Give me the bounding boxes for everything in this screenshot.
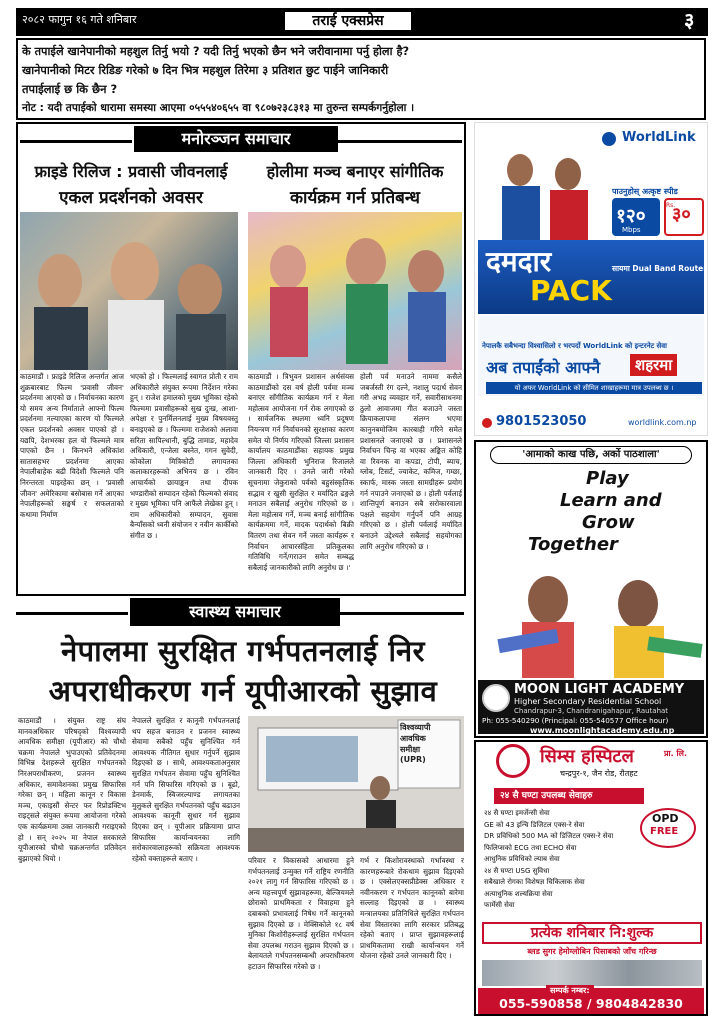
hospital-photo-strip [482,960,702,986]
saturday-free-banner: प्रत्येक शनिबार नि:शुल्क [482,922,702,944]
health-column-1: काठमाडौं । संयुक्त राष्ट्र संघ मानवअधिकार परिषद्को विश्वव्यापी आवधिक समीक्षा (यूपीआर) को चौथो चक्रमा नेपालले भुपाउएको प्रतिवेदनमा विभिन्न देशहरूले सुरक्षित गर्भपतनको निरअपराधीकरण, प्रजनन स्वास्थ्य अधिकार, समावेशनका प्रमुख सिफारिस गरेका छन् । महिला कानून र विकास मञ्च, एकाइसौं सेन्टर फर रिप्रोडक्टिभ राइट्सले संयुक्त रूपमा आयोजना गरेको एक कार्यक्रममा उक्त जानकारी गराइएको हो । सन् २०२५ मा नेपाल सरकारले यूपीआरको चौथो चक्रअन्तर्गत प्रतिवेदन बुझाएको थियो । [18,716,126,863]
service-item: फिलिप्सको ECG तथा ECHO सेवा [484,843,577,852]
pack-title: PACK [530,274,612,307]
school-phone: Ph: 055-540290 (Principal: 055-540577 Office hour) [482,716,669,725]
service-item: DR प्रविधिको 500 MA को डिजिटल एक्स-रे सेवा [484,832,614,840]
notice-line-2: खानेपानीको मिटर रिडिङ गरेको ७ दिन भित्र महशुल तिरेमा ३ प्रतिशत छुट पाईने जानिकारी [22,64,389,77]
worldlink-brand: WorldLink [622,130,696,145]
section-rule [16,612,128,615]
article-1-title-line-2: एकल प्रदर्शनको अवसर [59,188,203,208]
section-rule [338,140,462,143]
hospital-contact-label: सम्पर्क नम्बर: [546,985,594,996]
service-item: अत्याधुनिक शल्यक्रिया सेवा [484,889,553,898]
cricket-players-image [490,148,600,244]
article-1-column-2: भएको हो । फिल्मलाई स्वागत प्रोती र राम अधिकारीले संयुक्त रूपमा निर्देशन गरेका हुन् । राजेश हमालको मुख्य भूमिका रहेको फिल्ममा प्रवासीहरूको सुख दुःख, आशा-अपेक्षा र पुनर्मिलनलाई मुख्य विषयवस्तु बनाइएको छ । फिल्ममा राजेशको अलावा सरिता सापिल्धानी, बुद्धि तामाङ, महादेव अधिकारी, एन्जेला बस्नेत, गगन सुवेदी, कोकोला मित्रिकोटी लगायतका कलाकारहरूको अभिनय छ । रविन आचार्यको छायाङ्कन तथा दीपक भण्डारीको सम्पादन रहेको फिल्मको संवाद र मुख्य भूमिका पनि आफैंले लेखेका हुन् । राम अधिकारीको सम्पादन, सुवास बैन्याँसको ध्वनी संयोजन र नवीन कार्कीको संगीत छ । [130,372,238,540]
service-item: GE को 43 इन्चि डिजिटल एक्स-रे सेवा [484,820,585,829]
upr-caption-1: विश्वव्यापी [400,723,431,732]
notice-line-4: नोट : यदी तपाईको धारामा समस्या आएमा ०५५५४०६५५ वा ९८०७२३८३१३ मा तुरुन्त सम्पर्कगर्नुहोला । [22,102,415,114]
service-item: आधुनिक प्रविधिको ल्याब सेवा [484,855,560,863]
health-headline-line-2: अपराधीकरण गर्न यूपीआरको सुझाव [48,674,438,708]
service-item: सबैखाले रोगका विशेषज्ञ चिकित्सक सेवा [484,878,585,886]
grow-text: Grow [582,512,635,533]
article-2-title-line-2: कार्यक्रम गर्न प्रतिबन्ध [289,188,421,208]
hospital-service-list [484,808,634,912]
article-2-column-2: होली पर्व मनाउने नाममा कसैले जबर्जस्ती रंग दल्ने, नशालु पदार्थ सेवन गरी अभद्र व्यवहार गर्ने, सवारीसाधनमा ठुलो आवाजमा गीत बजाउने जस्ता क्रियाकलापमा संलग्न भएमा कानुनबमोजिम कारबाही गरिने समेत प्रशासनले जनाएको छ । प्रशासनले निर्वाचन चिन्ह वा भएका अङ्कित कोहि वा रिवनक वा कपडा, टोपी, ब्याच, ग्लोब, टिसर्ट, ज्याकेट, कमिज, गम्छा, स्कार्फ, मास्क जस्ता सामग्रीहरू प्रयोग गर्न नपाउने जनाएको छ । होली पर्वलाई शान्तिपूर्ण बनाउन सबै सरोकारवाला पक्षले सहयोग गर्नुपर्ने पनि आग्रह गरिएको छ । होली पर्वलाई मर्यादित बनाउने उद्देश्यले सबैलाई सहयोगका लागि अनुरोध गरिएको छ । [360,372,462,551]
section-rule [340,612,464,615]
hospital-services-title: २४ सै घण्टा उपलब्ध सेवाहरु [494,788,644,804]
service-item: २४ सै घण्टा USG सुविधा [484,866,550,875]
service-item: फार्मेसी सेवा [484,901,515,909]
worldlink-tagline: पाउनुहोस् अत्कृष्ट स्पीड [612,187,678,196]
worldlink-phone: 9801523050 [496,414,587,429]
school-emblem-icon [482,684,510,712]
film-poster-figures [20,212,238,370]
upr-photo-scene [248,716,464,852]
upr-event-photo [248,716,464,852]
health-column-4: गर्भ र किशोरावस्थाको गर्भावस्था र कारणहरूबारे रोकथाम सुझाव दिइएको छ । एक्सेलएक्सप्रीडेक्स अधिकार र नवीनकरण र गर्भपतन कानूनको बारेमा सल्लाह दिइएको छ । स्वास्थ्य मन्त्रालयका प्रतिनिधिले सुरक्षित गर्भपतन सेवा विस्तारका लागि सरकार प्रतिबद्ध रहेको बताए । प्राप्त सुझावहरूलाई प्राथमिकतामा राखी कार्यान्वयन गर्ने योजना रहेको उनले जानकारी दिए । [360,856,464,961]
school-subtitle: Higher Secondary Residential School [514,697,662,706]
worldlink-line-3: यो अफर WorldLink को सीमित शाखाहरूमा मात्र उपलब्ध छ । [486,382,702,394]
phone-icon [482,418,492,428]
damdar-title: दमदार [486,245,552,278]
school-slogan: 'आमाको काख पछि, अर्को पाठशाला' [490,446,692,464]
article-2-column-1: काठमाडौं । त्रिभुवन प्रशासन अर्थसंयस काठमाडौंको दस वर्ष होली पर्वमा मञ्च बनाएर साँगीतिक कार्यक्रम गर्न र मेला महोत्सव आयोजना गर्न रोक लगाएको छ । सार्वजनिक स्थलमा ध्वनि प्रदूषण नियन्त्रण गर्न निर्वाचनको सुरक्षाका कारण समेत यो निर्णय गरिएको जिल्ला प्रशासन कार्यालय काठमाडौंका सहायक प्रमुख जिल्ला अधिकारी भुनिराज रिजालले जानकारी दिए । उनले जारी गरेको सूचनामा जेकुराको पर्वको बहुसंस्कृतिक सद्भाव र खुसी सुरक्षित र मर्यादित ढङ्गले मनाउन सबैलाई अनुरोध गरिएको छ । मेला महोत्सव गर्ने, मञ्च बनाई सांगीतिक कार्यक्रममा गर्ने, मादक पदार्थको बिक्री वितरण तथा सेवन गर्ने जस्ता कार्यहरू र निर्वाचन आचारसंहिता प्रतिकूलका गतिविधि गर्ने/गराउन समेत सम्बद्ध सबैलाई जानकारीको लागि अनुरोध छ ।' [248,372,354,572]
free-label: FREE [650,826,679,837]
play-text: Play [586,468,629,489]
hospital-contact-number: 055-590858 / 9804842830 [499,996,683,1011]
notice-line-3: तपाईलाई छ कि छैन ? [22,82,118,96]
school-website: www.moonlightacademy.edu.np [530,726,675,735]
hospital-name: सिम्स हस्पिटल [540,746,634,767]
holi-event-image [248,212,462,370]
together-text: Together [528,534,618,555]
health-headline-line-1: नेपालमा सुरक्षित गर्भपतनलाई निर [61,634,425,668]
upr-caption-2: आवधिक [400,734,426,743]
children-shapes [478,560,704,678]
page-number: ३ [684,8,695,32]
article-1-column-1: काठमाडौं । फ्राइडे रिलिज अन्तर्गत आज शुक्रबारबाट फिल्म 'प्रवासी जीवन' प्रदर्शनमा आएको छ । निर्वाचनका कारण यो समय अन्य निर्माताले आफ्नो फिल्म प्रदर्शनमा नल्याएका कारण यो फिल्मले एकल प्रदर्शनको अवसर पाएको हो । यद्यपि, देशभरका हल यो फिल्मले मात्र पाएको छैन । किनभने अधिकांश सातासहभर प्रदर्शनमा आएका नेपालीबाहेक बढी विदेशी फिल्मले पनि निरन्तरता पाइरहेका छन् । 'प्रवासी जीवन' अमेरिकामा बसोबास गर्ने आएका नेपालीहरूको सङ्घर्ष र सफलताको कथामा निर्माण [20,372,124,519]
hospital-logo-icon [496,744,530,778]
school-address: Chandrapur-3, Chandranigahapur, Rautahat [514,707,669,715]
health-column-3: परिवार र विकासको आधारमा हुने गर्भपतनलाई उन्मुक्त गर्ने राष्ट्रिय रणनीति २०२१ लागु गर्न सिफारिस गरिएको छ । अन्य महत्त्वपूर्ण सुझावहरूमा, बेल्जियमले छोराको प्राथमिकता र विवाहमा हुने दबाबको प्रभावलाई निषेध गर्ने कानूनको सुझाव दिएको छ । मेक्सिकोले १८ वर्ष मुनिका किशोरीहरूलाई सुरक्षित गर्भपतन सेवा उपलब्ध गराउन सुझाव दिएको छ । बेलायतले गर्भपतनसम्बन्धी अपराधीकरण हटाउन सिफारिस गरेको छ । [248,856,354,971]
film-poster-image [20,212,238,370]
price-unit: Rs. [666,202,676,209]
health-section-title: स्वास्थ्य समाचार [130,598,340,626]
school-name: MOON LIGHT ACADEMY [514,682,685,697]
price-value: ३० [672,204,691,225]
notice-line-1: के तपाईले खानेपानीको महशुल तिर्नु भयो ? यदी तिर्नु भएको छैन भने जरीवानामा पर्नु होला है? [22,45,410,58]
entertainment-section-title: मनोरञ्जन समाचार [134,126,338,152]
newspaper-title: तराई एक्सप्रेस [283,10,413,32]
worldlink-web: worldlink.com.np [628,418,697,427]
worldlink-line-2: अब तपाईंको आफ्नै [486,358,601,377]
upr-caption-4: (UPR) [400,755,426,764]
router-text: सायमा Dual Band Router पनि [612,264,720,273]
upr-caption-3: समीक्षा [400,745,421,754]
speed-value: १२० [616,205,646,227]
article-2-title-line-1: होलीमा मञ्च बनाएर सांगीतिक [266,162,444,181]
worldlink-line-1: नेपालकै सबैभन्दा विश्वासिलो र भरपर्दो WorldLink को इन्टरनेट सेवा [482,342,667,350]
article-1-title-line-1: फ्राइडे रिलिज : प्रवासी जीवनलाई [34,162,228,181]
holi-figures [248,212,462,370]
learn-text: Learn and [560,490,662,511]
header-date: २०८२ फागुन १६ गते शनिबार [22,13,137,26]
opd-label: OPD [652,812,679,825]
health-column-2: नेपालले सुरक्षित र कानूनी गर्भपतनलाई थप सहज बनाउन र प्रजनन स्वास्थ्य सेवामा सबैको पहुँच सुनिश्चित गर्न आवश्यक नीतिगत सुधार गर्नुपर्ने सुझाव दिइएको छ । साथै, आवश्यकताअनुसार सुरक्षित गर्भपतन सेवामा पहुँच सुनिश्चित गर्न पनि सिफारिस गरिएको छ । बूढो, डेनमार्क, स्विजरल्याण्ड लगायतका मुलुकले सुरक्षित गर्भपतनको पहुँच बढाउन आवश्यक कानूनी सुधार गर्न सुझाव दिएका छन् । यूपीआर प्रक्रियामा प्राप्त सिफारिस कार्यान्वयनका लागि सरोकारवालाहरूको सक्रियता आवश्यक रहेको वक्ताहरूले बताए । [132,716,240,863]
worldlink-logo-icon [602,132,616,146]
speed-unit: Mbps [622,226,641,234]
players-shapes [490,148,600,244]
saturday-free-subtitle: ब्लड सुगर हेमोग्लोबिन पिसाबको जाँच गरिन्छ [527,947,657,956]
section-rule [20,140,132,143]
hospital-address: चन्द्रपुर-१, जैन रोड, रौतहट [560,769,638,778]
service-item: २४ सै घण्टा इमर्जेन्सी सेवा [484,809,550,817]
hospital-name-suffix: प्रा. लि. [664,749,687,758]
children-reading-image [478,560,704,678]
worldlink-city-highlight: शहरमा [630,354,677,376]
